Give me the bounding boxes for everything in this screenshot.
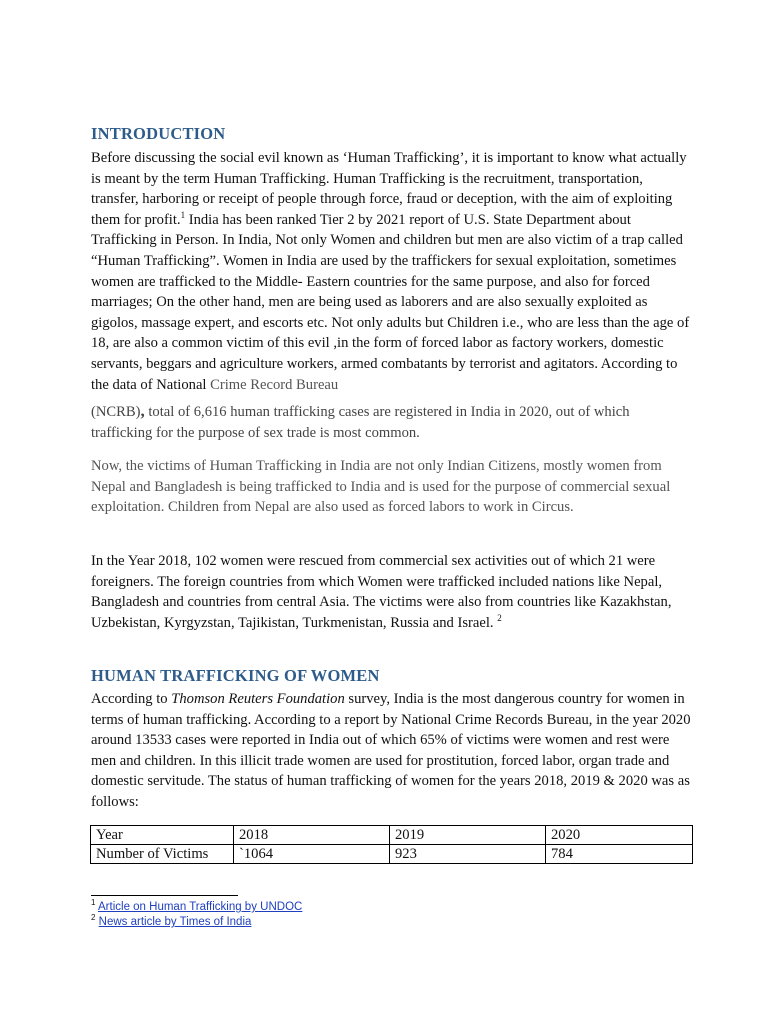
intro-paragraph-3: Now, the victims of Human Trafficking in India are not only Indian Citizens, mostly women from Nepal and Bangladesh is being trafficked to India and is used for the purpose of commercial sexual exploitation. Children from Nepal are also used as forced labors to work in Circus.	[91, 458, 671, 516]
table-cell: 2020	[546, 826, 693, 845]
footnote-2	[91, 915, 251, 929]
intro-paragraph-1	[91, 148, 691, 395]
table-cell: 784	[546, 845, 693, 864]
table-cell: 2018	[234, 826, 390, 845]
women-p1-foundation: Thomson Reuters Foundation	[171, 691, 345, 707]
intro-p2-ncrb: (NCRB)	[91, 404, 141, 420]
intro-heading: INTRODUCTION	[91, 124, 226, 143]
table-cell: Number of Victims	[91, 845, 234, 864]
footnote-number: 2	[91, 913, 96, 923]
intro-paragraph-2	[91, 400, 691, 444]
footnote-link-undoc[interactable]: Article on Human Trafficking by UNDOC	[98, 901, 303, 913]
intro-p1-text-c: Crime Record Bureau	[210, 376, 339, 393]
victims-table	[90, 825, 693, 864]
women-p1-text-b: survey, India is the most dangerous country for women in terms of human trafficking. According to a report by National Crime Records Bureau, in the year 2020 around 13533 cases were reported in India out of which 65% of victims were women and rest were men and children. In this illicit trade women are used for prostitution, forced labor, organ trade and domestic servitude. The status of human trafficking of women for the years 2018, 2019 & 2020 was as follows:	[91, 691, 691, 810]
intro-p2-text: total of 6,616 human trafficking cases are registered in India in 2020, out of which trafficking for the purpose of sex trade is most common.	[91, 404, 630, 441]
footnote-1	[91, 900, 302, 914]
women-heading: HUMAN TRAFFICKING OF WOMEN	[91, 666, 380, 685]
footnote-number: 1	[91, 898, 96, 908]
intro-p1-text-b: India has been ranked Tier 2 by 2021 report of U.S. State Department about Trafficking in Person. In India, Not only Women and children but men are also victim of a trap called “Human Trafficking”. Women in India are used by the traffickers for sexual exploitation, sometimes women are trafficked to the Middle- Eastern countries for the same purpose, and also for forced marriages; On the other hand, men are being used as laborers and are also sexually exploited as gigolos, massage expert, and escorts etc. Not only adults but Children i.e., who are less than the age of 18, are also a common victim of this evil ,in the form of forced labor as factory workers, domestic servants, beggars and agriculture workers, armed combatants by terrorist and agitators. According to the data of National	[91, 211, 690, 393]
footnote-separator	[91, 895, 238, 896]
intro-paragraph-4	[91, 551, 691, 633]
table-row	[91, 826, 693, 845]
footnote-ref-1[interactable]: 1	[180, 209, 186, 220]
table-cell: 2019	[390, 826, 546, 845]
intro-p2-comma: ,	[140, 401, 145, 420]
table-cell: 923	[390, 845, 546, 864]
intro-p4-text: In the Year 2018, 102 women were rescued from commercial sex activities out of which 21 were foreigners. The foreign countries from which Women were trafficked included nations like Nepal, Bangladesh and countries from central Asia. The victims were also from countries like Kazakhstan, Uzbekistan, Kyrgyzstan, Tajikistan, Turkmenistan, Russia and Israel.	[91, 553, 672, 631]
table-cell: Year	[91, 826, 234, 845]
women-p1-text-a: According to	[91, 691, 172, 707]
women-paragraph-1	[91, 689, 691, 813]
footnote-ref-2[interactable]: 2	[497, 612, 502, 623]
table-row	[91, 845, 693, 864]
footnote-link-times-of-india[interactable]: News article by Times of India	[98, 916, 252, 928]
table-cell: `1064	[234, 845, 390, 864]
intro-p1-text-a: Before discussing the social evil known as ‘Human Trafficking’, it is important to know what actually is meant by the term Human Trafficking. Human Trafficking is the recruitment, transportation, transfer, harboring or receipt of people through force, fraud or deception, with the aim of exploiting them for profit.	[91, 150, 687, 228]
